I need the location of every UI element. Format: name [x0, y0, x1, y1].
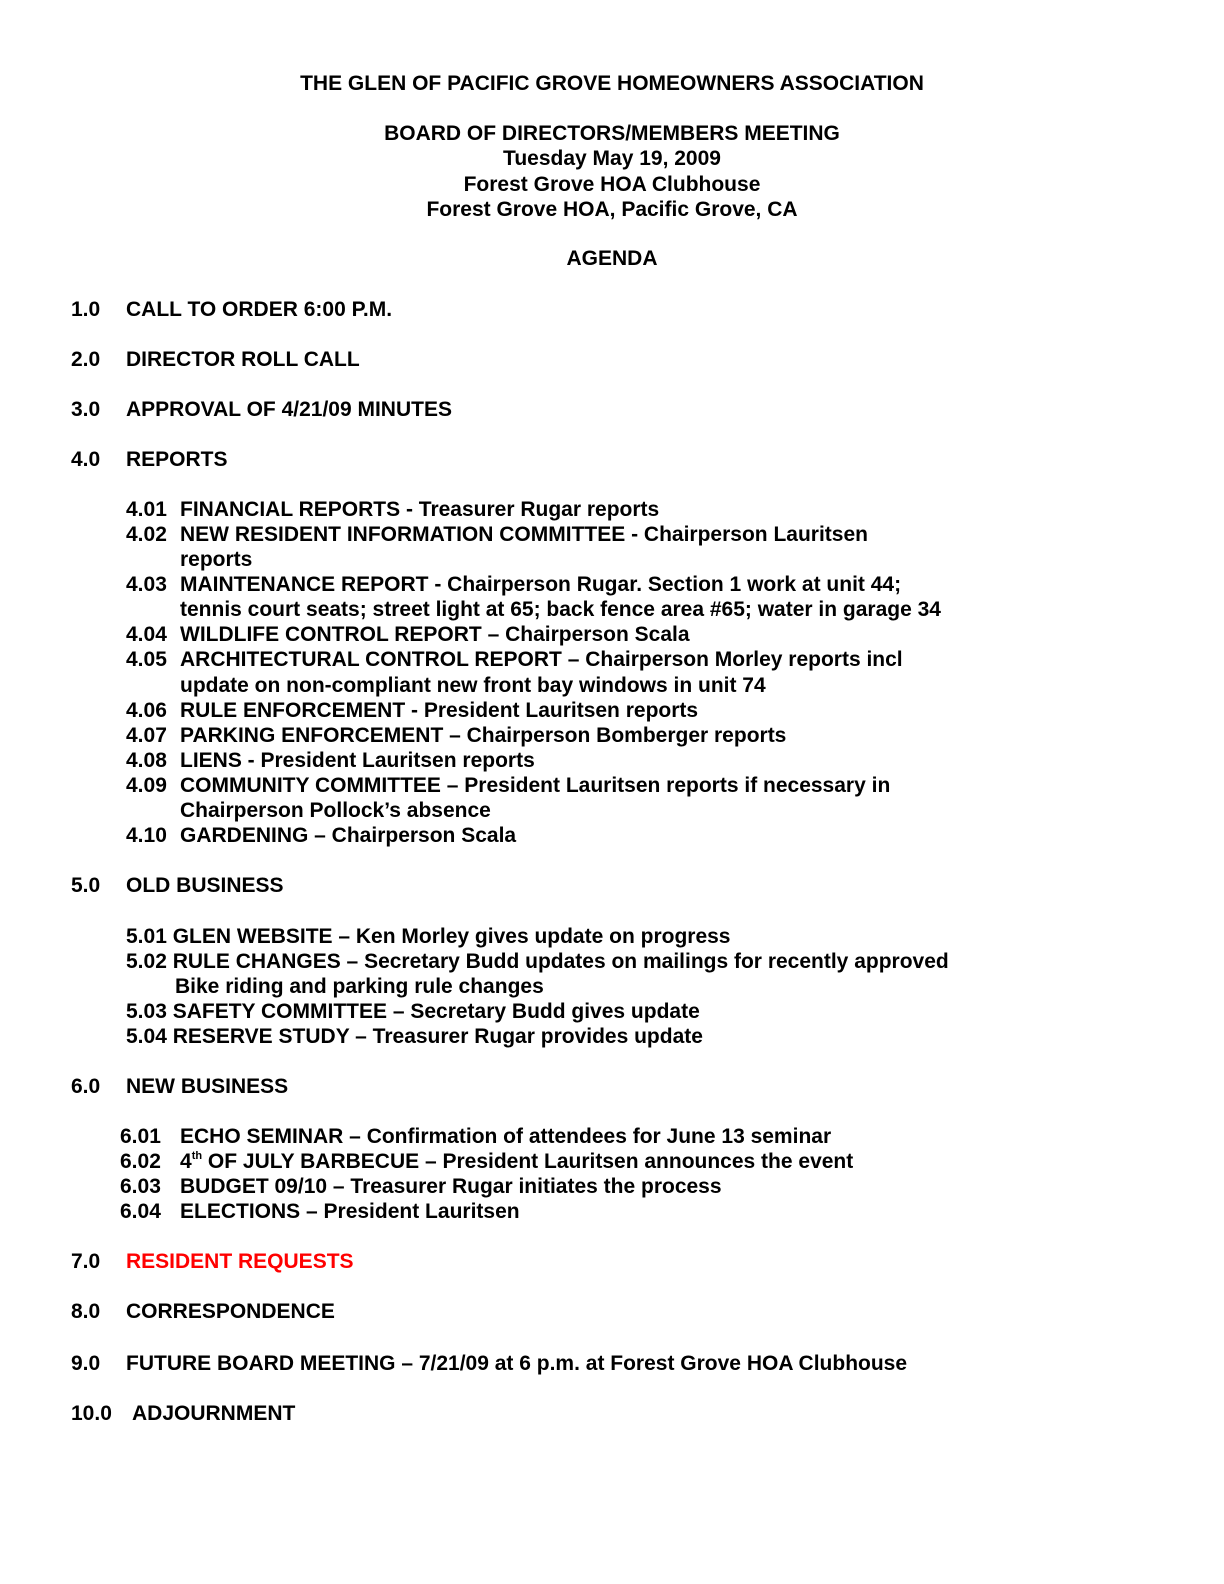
- report-number: 4.05: [126, 648, 167, 671]
- item-title: FUTURE BOARD MEETING – 7/21/09 at 6 p.m. at Forest Grove HOA Clubhouse: [126, 1352, 908, 1375]
- item-title: ADJOURNMENT: [132, 1402, 296, 1425]
- report-text: PARKING ENFORCEMENT – Chairperson Bomberger reports: [180, 724, 787, 747]
- new-business-number: 6.02: [120, 1150, 161, 1173]
- new-business-number: 6.01: [120, 1125, 161, 1148]
- report-number: 4.06: [126, 699, 167, 722]
- meeting-title: BOARD OF DIRECTORS/MEMBERS MEETING: [384, 122, 840, 145]
- old-business-item: 5.04 RESERVE STUDY – Treasurer Rugar provides update: [126, 1025, 703, 1048]
- item-number: 9.0: [71, 1352, 101, 1375]
- report-number: 4.08: [126, 749, 167, 772]
- item-number: 5.0: [71, 874, 101, 897]
- report-text: RULE ENFORCEMENT - President Lauritsen reports: [180, 699, 699, 722]
- report-text: NEW RESIDENT INFORMATION COMMITTEE - Chairperson Lauritsen: [180, 523, 868, 546]
- item-number: 8.0: [71, 1300, 101, 1323]
- item-number: 2.0: [71, 348, 101, 371]
- item-title-highlighted: RESIDENT REQUESTS: [126, 1250, 354, 1273]
- item-title: CALL TO ORDER 6:00 P.M.: [126, 298, 393, 321]
- item-number: 7.0: [71, 1250, 101, 1273]
- item-number: 4.0: [71, 448, 101, 471]
- report-text-continued: Chairperson Pollock’s absence: [180, 799, 491, 822]
- report-number: 4.02: [126, 523, 167, 546]
- new-business-text: ECHO SEMINAR – Confirmation of attendees for June 13 seminar: [180, 1125, 832, 1148]
- old-business-item: 5.02 RULE CHANGES – Secretary Budd updates on mailings for recently approved: [126, 950, 949, 973]
- report-number: 4.03: [126, 573, 167, 596]
- report-number: 4.04: [126, 623, 167, 646]
- item-title: CORRESPONDENCE: [126, 1300, 335, 1323]
- agenda-heading: AGENDA: [566, 247, 658, 270]
- meeting-date: Tuesday May 19, 2009: [503, 147, 721, 170]
- report-text: GARDENING – Chairperson Scala: [180, 824, 517, 847]
- item-number: 1.0: [71, 298, 101, 321]
- item-title: APPROVAL OF 4/21/09 MINUTES: [126, 398, 452, 421]
- item-number: 10.0: [71, 1402, 112, 1425]
- old-business-item-continued: Bike riding and parking rule changes: [175, 975, 544, 998]
- item-title: DIRECTOR ROLL CALL: [126, 348, 360, 371]
- item-number: 3.0: [71, 398, 101, 421]
- new-business-number: 6.04: [120, 1200, 161, 1223]
- report-text: MAINTENANCE REPORT - Chairperson Rugar. Section 1 work at unit 44;: [180, 573, 902, 596]
- new-business-number: 6.03: [120, 1175, 161, 1198]
- association-title: THE GLEN OF PACIFIC GROVE HOMEOWNERS ASSOCIATION: [300, 72, 924, 95]
- report-text: WILDLIFE CONTROL REPORT – Chairperson Scala: [180, 623, 690, 646]
- report-text: COMMUNITY COMMITTEE – President Lauritsen reports if necessary in: [180, 774, 891, 797]
- report-text-continued: tennis court seats; street light at 65; back fence area #65; water in garage 34: [180, 598, 941, 621]
- report-number: 4.09: [126, 774, 167, 797]
- report-number: 4.01: [126, 498, 167, 521]
- old-business-item: 5.03 SAFETY COMMITTEE – Secretary Budd gives update: [126, 1000, 700, 1023]
- report-text: LIENS - President Lauritsen reports: [180, 749, 535, 772]
- report-number: 4.10: [126, 824, 167, 847]
- item-title: NEW BUSINESS: [126, 1075, 289, 1098]
- new-business-text: BUDGET 09/10 – Treasurer Rugar initiates the process: [180, 1175, 722, 1198]
- item-number: 6.0: [71, 1075, 101, 1098]
- item-title: REPORTS: [126, 448, 228, 471]
- new-business-text: 4th OF JULY BARBECUE – President Lauritsen announces the event: [180, 1150, 854, 1173]
- meeting-venue: Forest Grove HOA Clubhouse: [463, 173, 761, 196]
- report-text: FINANCIAL REPORTS - Treasurer Rugar reports: [180, 498, 660, 521]
- report-text: ARCHITECTURAL CONTROL REPORT – Chairperson Morley reports incl: [180, 648, 903, 671]
- item-title: OLD BUSINESS: [126, 874, 284, 897]
- old-business-item: 5.01 GLEN WEBSITE – Ken Morley gives update on progress: [126, 925, 731, 948]
- report-number: 4.07: [126, 724, 167, 747]
- report-text-continued: reports: [180, 548, 253, 571]
- meeting-location: Forest Grove HOA, Pacific Grove, CA: [426, 198, 798, 221]
- report-text-continued: update on non-compliant new front bay windows in unit 74: [180, 674, 766, 697]
- new-business-text: ELECTIONS – President Lauritsen: [180, 1200, 520, 1223]
